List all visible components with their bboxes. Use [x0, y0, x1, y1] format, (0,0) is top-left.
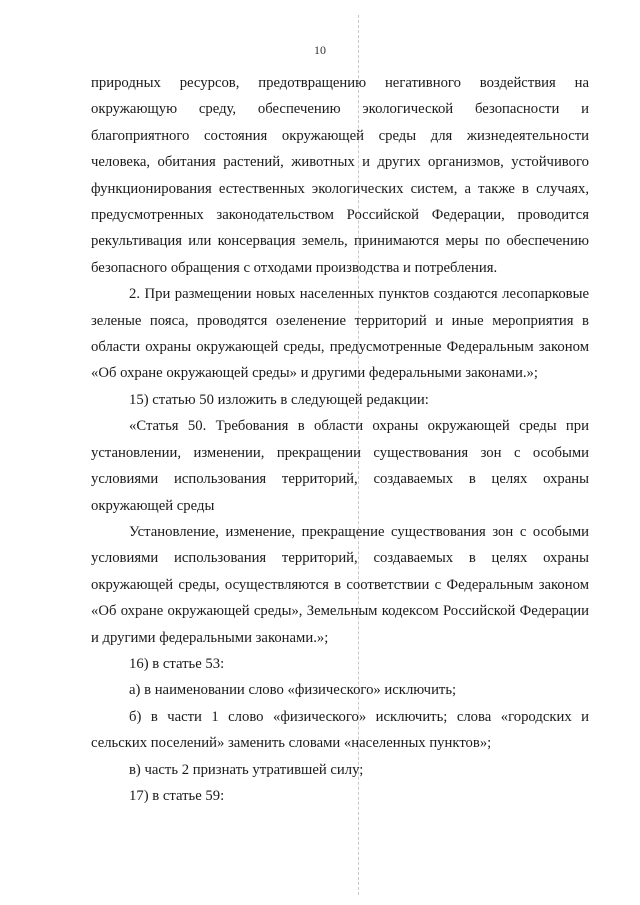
- document-body: [91, 70, 589, 809]
- paragraph-amendment-16: 16) в статье 53:: [129, 655, 225, 672]
- paragraph-subitem-b: б) в части 1 слово «физического» исключить; слова «городских и сельских поселений» заменить словами «населенных пунктов»;: [91, 708, 589, 752]
- paragraph-article-50-body: Установление, изменение, прекращение существования зон с особыми условиями использования территорий, создаваемых в целях охраны окружающей среды, осуществляются в соответствии с Федеральным законом «Об охране окружающей среды», Земельным кодексом Российской Федерации и другими федеральными законами.»;: [91, 523, 589, 646]
- paragraph-amendment-15: 15) статью 50 изложить в следующей редакции:: [129, 391, 429, 408]
- paragraph-subitem-v: в) часть 2 признать утратившей силу;: [129, 761, 364, 778]
- paragraph-continuation: природных ресурсов, предотвращению негативного воздействия на окружающую среду, обеспечению экологической безопасности и благоприятного состояния окружающей среды для жизнедеятельности человека, обитания растений, животных и других организмов, устойчивого функционирования естественных экологических систем, а также в случаях, предусмотренных законодательством Российской Федерации, проводится рекультивация или консервация земель, принимаются меры по обеспечению безопасного обращения с отходами производства и потребления.: [91, 75, 589, 276]
- page-number: 10: [314, 43, 326, 57]
- paragraph-subitem-a: а) в наименовании слово «физического» исключить;: [129, 682, 457, 699]
- paragraph-item-2: 2. При размещении новых населенных пунктов создаются лесопарковые зеленые пояса, проводятся озеленение территорий и иные мероприятия в области охраны окружающей среды, предусмотренные Федеральным законом «Об охране окружающей среды» и другими федеральными законами.»;: [91, 286, 589, 382]
- paragraph-article-50-title: «Статья 50. Требования в области охраны окружающей среды при установлении, изменении, прекращении существования зон с особыми условиями использования территорий, создаваемых в целях охраны окружающей среды: [91, 418, 589, 514]
- paragraph-amendment-17: 17) в статье 59:: [129, 787, 225, 804]
